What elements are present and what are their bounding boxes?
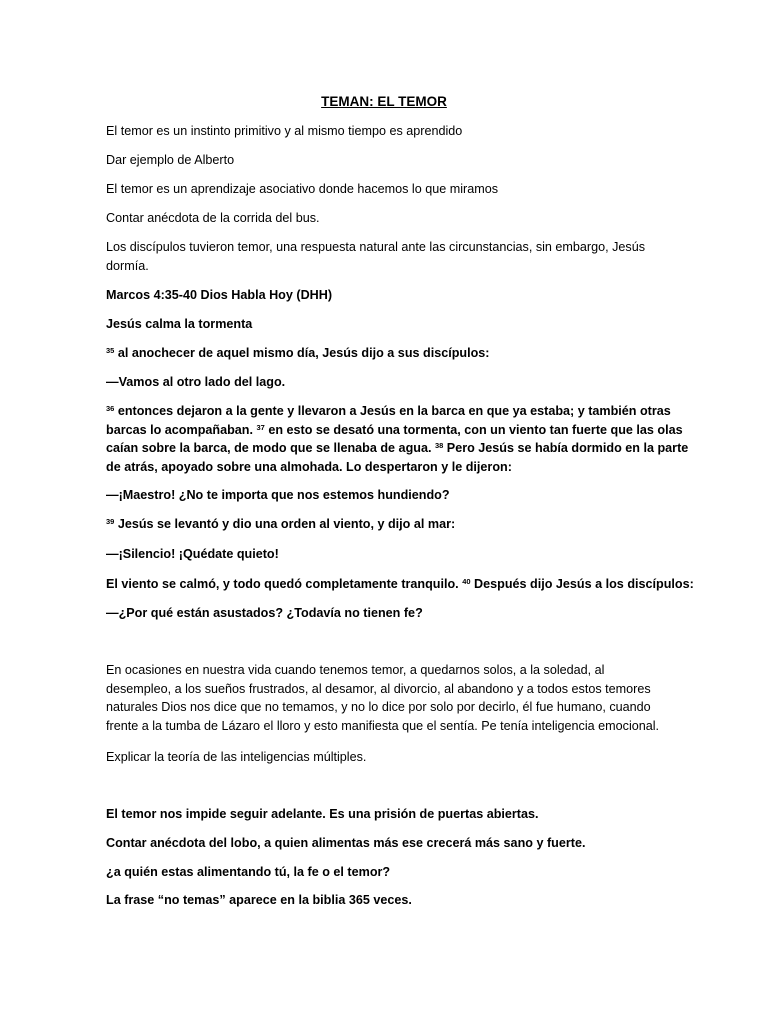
paragraph-line (106, 439, 689, 458)
verse-text: barcas lo acompañaban. (106, 422, 253, 437)
verse-number: 36 (106, 404, 115, 413)
scripture-reference: Marcos 4:35-40 Dios Habla Hoy (DHH) (106, 288, 333, 302)
paragraph-anecdota-lobo: Contar anécdota del lobo, a quien alimentas más ese crecerá más sano y fuerte. (106, 836, 586, 850)
quote-por-que: —¿Por qué están asustados? ¿Todavía no tienen fe? (106, 606, 423, 620)
paragraph-line (106, 402, 681, 421)
verse-text: El viento se calmó, y todo quedó completamente tranquilo. (106, 577, 459, 591)
paragraph-no-temas: La frase “no temas” aparece en la biblia 365 veces. (106, 893, 412, 907)
verse-number: 40 (462, 577, 471, 586)
paragraph-line: desempleo, a los sueños frustrados, al desamor, al divorcio, al abandono y a todos estos temores (106, 681, 651, 696)
paragraph-prision: El temor nos impide seguir adelante. Es una prisión de puertas abiertas. (106, 807, 539, 821)
paragraph-line: de atrás, apoyado sobre una almohada. Lo despertaron y le dijeron: (106, 459, 512, 474)
paragraph-line: naturales Dios nos dice que no temamos, y no lo dice por solo por decirlo, él fue humano, cuando (106, 700, 651, 714)
quote-silencio: —¡Silencio! ¡Quédate quieto! (106, 547, 279, 561)
verse-text: entonces dejaron a la gente y llevaron a Jesús en la barca en que ya estaba; y también otras (117, 404, 671, 418)
paragraph-line: frente a la tumba de Lázaro el lloro y esto manifiesta que el sentía. Pe tenía inteligencia emocional. (106, 718, 660, 733)
paragraph-ejemplo-alberto: Dar ejemplo de Alberto (106, 153, 235, 167)
paragraph-aprendizaje-asociativo: El temor es un aprendizaje asociativo donde hacemos lo que miramos (106, 182, 499, 196)
paragraph-anecdota-bus: Contar anécdota de la corrida del bus. (106, 211, 320, 225)
verse-text: al anochecer de aquel mismo día, Jesús dijo a sus discípulos: (117, 346, 490, 360)
verse-39 (106, 515, 681, 534)
verse-text: caían sobre la barca, de modo que se llenaba de agua. (106, 441, 432, 455)
paragraph-line: En ocasiones en nuestra vida cuando tenemos temor, a quedarnos solos, a la soledad, al (106, 663, 605, 677)
paragraph-line: Los discípulos tuvieron temor, una respuesta natural ante las circunstancias, sin embargo, Jesús (106, 240, 646, 254)
paragraph-line (106, 421, 681, 440)
verse-text: en esto se desató una tormenta, con un viento tan fuerte que las olas (268, 422, 683, 437)
verse-number: 35 (106, 346, 115, 355)
quote-vamos: —Vamos al otro lado del lago. (106, 375, 286, 389)
verses-36-38 (106, 402, 689, 476)
verse-number: 39 (106, 517, 115, 526)
page-title: TEMAN: EL TEMOR (321, 94, 447, 109)
verse-text: Pero Jesús se había dormido en la parte (446, 441, 689, 455)
scripture-heading: Jesús calma la tormenta (106, 317, 253, 331)
verse-text: Jesús se levantó y dio una orden al viento, y dijo al mar: (117, 517, 456, 531)
paragraph-line: dormía. (106, 258, 149, 273)
paragraph-pregunta: ¿a quién estas alimentando tú, la fe o el temor? (106, 865, 391, 879)
verse-40 (106, 575, 694, 594)
verse-number: 38 (434, 441, 444, 450)
verse-number: 37 (256, 422, 265, 432)
paragraph-ocasiones (106, 661, 681, 735)
paragraph-temor-instinto: El temor es un instinto primitivo y al mismo tiempo es aprendido (106, 124, 463, 138)
paragraph-inteligencias: Explicar la teoría de las inteligencias múltiples. (106, 750, 367, 764)
quote-maestro: —¡Maestro! ¿No te importa que nos estemos hundiendo? (106, 488, 450, 502)
verse-35 (106, 344, 681, 363)
paragraph-discipulos-temor (106, 238, 681, 275)
verse-text: Después dijo Jesús a los discípulos: (474, 577, 694, 591)
